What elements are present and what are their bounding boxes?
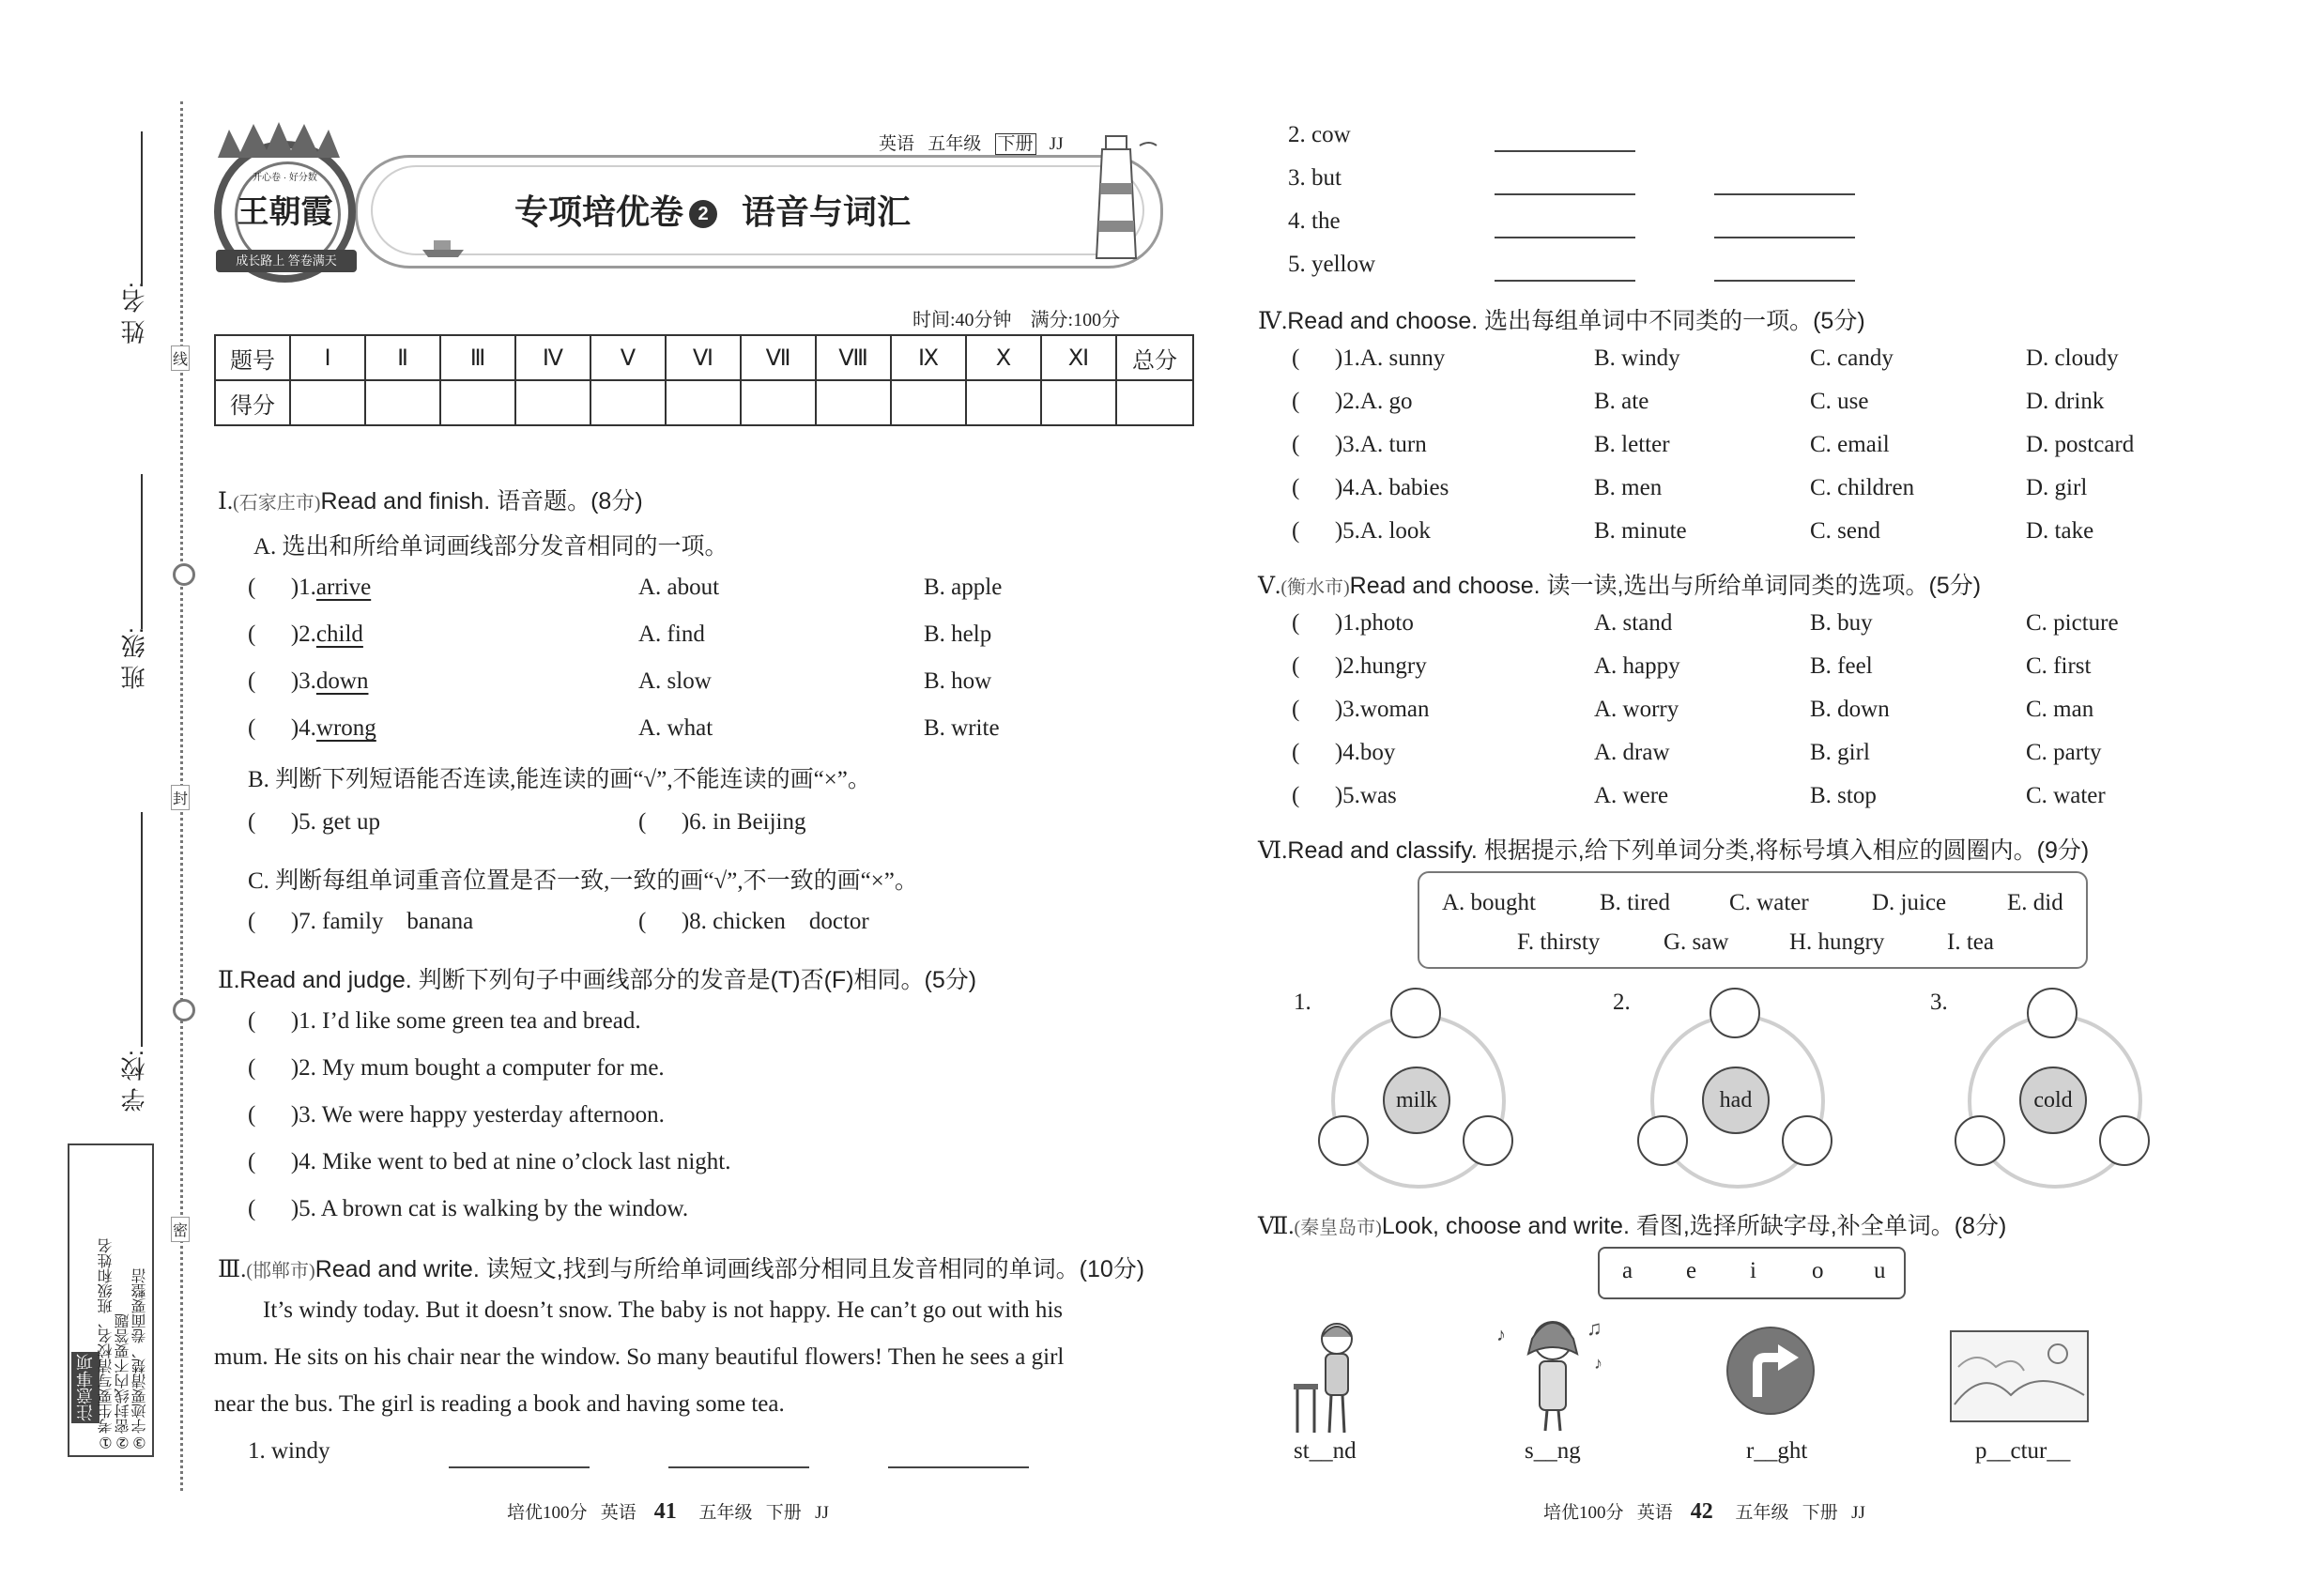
question-word: was bbox=[1359, 783, 1397, 808]
choose-item bbox=[1292, 653, 1427, 680]
score-cell[interactable] bbox=[1116, 380, 1193, 425]
subject-line bbox=[879, 130, 1064, 155]
choose-item bbox=[1292, 697, 1430, 723]
answer-paren[interactable]: ( ) bbox=[248, 1149, 299, 1174]
question-number: 2. bbox=[299, 622, 316, 647]
write-item: 1. windy bbox=[248, 1438, 330, 1464]
choose-item bbox=[1292, 432, 1427, 458]
judge-item bbox=[248, 1196, 688, 1222]
score-cell[interactable] bbox=[440, 380, 515, 425]
group-center-word: cold bbox=[2019, 1067, 2087, 1134]
word-bank-item: B. tired bbox=[1600, 890, 1670, 915]
judge-item bbox=[248, 1008, 641, 1035]
option-c: C. first bbox=[2026, 653, 2092, 679]
section-number: Ⅲ. bbox=[218, 1257, 247, 1282]
judge-item bbox=[248, 1055, 665, 1082]
option-a: A. babies bbox=[1359, 475, 1449, 500]
svg-text:♪: ♪ bbox=[1594, 1354, 1602, 1373]
score-cell[interactable] bbox=[966, 380, 1041, 425]
question-number: 3. bbox=[1342, 432, 1360, 457]
answer-blank[interactable] bbox=[1714, 193, 1855, 195]
notice-item: ②密封线内不要答题 bbox=[115, 1313, 131, 1451]
question-number: 2. bbox=[1342, 389, 1360, 414]
section-number: Ⅴ. bbox=[1258, 574, 1281, 599]
footer-text: 五年级 bbox=[698, 1503, 753, 1523]
question-word: down bbox=[315, 668, 369, 694]
group-center-word: milk bbox=[1383, 1067, 1450, 1134]
judge-item bbox=[248, 1102, 665, 1128]
section-title: Read and write. 读短文,找到与所给单词画线部分相同且发音相同的单词。(10分) bbox=[314, 1256, 1145, 1282]
judge-sentence: 1. I’d like some green tea and bread. bbox=[299, 1008, 641, 1034]
answer-circle[interactable] bbox=[1390, 988, 1441, 1038]
word-bank-item: F. thirsty bbox=[1517, 929, 1601, 955]
option-c: C. send bbox=[1810, 518, 1880, 544]
answer-blank[interactable] bbox=[1495, 280, 1635, 282]
svg-text:♪: ♪ bbox=[1496, 1325, 1506, 1345]
choose-item bbox=[1292, 740, 1395, 766]
option-a: A. slow bbox=[638, 668, 712, 694]
letter-option: i bbox=[1750, 1258, 1756, 1283]
lighthouse-icon bbox=[1078, 127, 1162, 268]
group-number: 1. bbox=[1294, 990, 1311, 1015]
answer-paren[interactable]: ( ) bbox=[248, 715, 299, 741]
section-number: Ⅵ. bbox=[1258, 838, 1288, 864]
option-a: A. what bbox=[638, 715, 713, 741]
logo-small-text: 开心卷 · 好分数 bbox=[253, 173, 317, 183]
answer-circle[interactable] bbox=[1318, 1115, 1369, 1166]
option-a: A. draw bbox=[1594, 740, 1670, 765]
cut-char: 线 bbox=[171, 345, 190, 371]
section-4-heading bbox=[1258, 302, 1865, 336]
score-table-header-row bbox=[215, 335, 1193, 380]
write-item: 3. but bbox=[1288, 165, 1342, 191]
option-c: C. email bbox=[1810, 432, 1890, 457]
write-item: 5. yellow bbox=[1288, 252, 1376, 277]
page-title bbox=[514, 186, 911, 234]
option-c: C. use bbox=[1810, 389, 1869, 414]
question-7 bbox=[248, 909, 473, 935]
group-number: 2. bbox=[1613, 990, 1631, 1015]
logo-ribbon: 成长路上 答卷满天 bbox=[216, 250, 357, 272]
choose-item bbox=[1292, 345, 1445, 372]
fill-word[interactable]: p__ctur__ bbox=[1975, 1438, 2071, 1464]
answer-circle[interactable] bbox=[1955, 1115, 2005, 1166]
answer-paren[interactable]: ( ) bbox=[248, 575, 299, 600]
answer-paren[interactable]: ( ) bbox=[248, 1055, 299, 1081]
notice-title: 注意事项 bbox=[71, 1352, 100, 1423]
option-d: D. cloudy bbox=[2026, 345, 2119, 371]
question-5 bbox=[248, 809, 380, 836]
grade: 五年级 bbox=[928, 134, 982, 154]
header-cell: Ⅹ bbox=[966, 335, 1041, 380]
question-number: 4. bbox=[299, 715, 316, 741]
option-a: A. stand bbox=[1594, 610, 1673, 636]
option-c: C. water bbox=[2026, 783, 2106, 808]
answer-paren[interactable]: ( ) bbox=[1292, 518, 1343, 544]
question-number: 2. bbox=[1342, 653, 1360, 679]
score-cell[interactable] bbox=[290, 380, 365, 425]
option-b: B. buy bbox=[1810, 610, 1873, 636]
header-cell: Ⅸ bbox=[891, 335, 966, 380]
choose-item bbox=[1292, 389, 1412, 415]
girl-standing-icon bbox=[1288, 1318, 1372, 1440]
section-1-heading bbox=[218, 483, 643, 516]
answer-blank[interactable] bbox=[449, 1466, 590, 1468]
footer-left bbox=[507, 1498, 829, 1525]
word-bank-item: D. juice bbox=[1872, 890, 1947, 915]
school-label: 学 校: bbox=[120, 1050, 148, 1113]
exam-info bbox=[912, 304, 1120, 331]
answer-circle[interactable] bbox=[1637, 1115, 1688, 1166]
option-b: B. windy bbox=[1594, 345, 1680, 371]
answer-blank[interactable] bbox=[1714, 280, 1855, 282]
question-number: 4. bbox=[1342, 475, 1360, 500]
total-cell: 总分 bbox=[1116, 335, 1193, 380]
question-3 bbox=[248, 668, 368, 695]
footer-right bbox=[1543, 1498, 1865, 1525]
word-bank-item: I. tea bbox=[1947, 929, 1994, 955]
footer-text: 英语 bbox=[600, 1503, 636, 1523]
footer-text: JJ bbox=[815, 1503, 829, 1523]
option-d: D. girl bbox=[2026, 475, 2088, 500]
option-b: B. write bbox=[924, 715, 1000, 741]
row-label: 得分 bbox=[215, 380, 290, 425]
answer-circle[interactable] bbox=[2099, 1115, 2150, 1166]
section-title: Read and choose. 选出每组单词中不同类的一项。(5分) bbox=[1287, 308, 1865, 334]
answer-paren[interactable]: ( ) bbox=[1292, 740, 1343, 765]
row-label: 题号 bbox=[215, 335, 290, 380]
option-a: A. turn bbox=[1359, 432, 1427, 457]
option-b: B. apple bbox=[924, 575, 1003, 600]
girl-singing-icon bbox=[1493, 1312, 1615, 1435]
time-info: 时间:40分钟 bbox=[912, 310, 1012, 330]
region-tag: (衡水市) bbox=[1280, 577, 1350, 598]
ship-icon bbox=[421, 235, 468, 259]
letter-option: a bbox=[1622, 1258, 1633, 1283]
question-1 bbox=[248, 575, 371, 601]
region-tag: (秦皇岛市) bbox=[1294, 1218, 1382, 1238]
answer-blank[interactable] bbox=[1495, 150, 1635, 152]
footer-text: JJ bbox=[1851, 1503, 1865, 1523]
fill-word[interactable]: s__ng bbox=[1525, 1438, 1581, 1464]
binding-hole bbox=[173, 999, 195, 1021]
score-cell[interactable] bbox=[891, 380, 966, 425]
letter-option: o bbox=[1812, 1258, 1824, 1283]
fill-word[interactable]: r__ght bbox=[1746, 1438, 1808, 1464]
question-word: arrive bbox=[315, 575, 372, 600]
question-word: boy bbox=[1359, 740, 1396, 765]
cut-char: 封 bbox=[171, 785, 190, 810]
part-b-instruction: B. 判断下列短语能否连读,能连读的画“√”,不能连读的画“×”。 bbox=[248, 767, 871, 792]
crown-icon bbox=[208, 122, 349, 160]
question-word: wrong bbox=[315, 715, 376, 741]
page-number: 42 bbox=[1690, 1499, 1713, 1524]
notice-item: ③字迹要清楚、卷面要整洁 bbox=[132, 1268, 148, 1451]
question-number: 3. bbox=[299, 668, 316, 694]
page-number: 41 bbox=[653, 1499, 677, 1524]
option-b: B. how bbox=[924, 668, 992, 694]
answer-paren[interactable]: ( ) bbox=[1292, 697, 1343, 722]
score-cell[interactable] bbox=[1041, 380, 1116, 425]
answer-blank[interactable] bbox=[1495, 237, 1635, 238]
answer-paren[interactable]: ( ) bbox=[248, 1008, 299, 1034]
passage-line: It’s windy today. But it doesn’t snow. The baby is not happy. He can’t go out with his bbox=[263, 1297, 1064, 1323]
option-b: B. feel bbox=[1810, 653, 1873, 679]
title-prefix: 专项培优卷 bbox=[514, 192, 684, 231]
option-a: A. worry bbox=[1594, 697, 1679, 722]
option-a: A. find bbox=[638, 622, 705, 647]
section-number: Ⅳ. bbox=[1258, 309, 1288, 334]
option-a: A. happy bbox=[1594, 653, 1680, 679]
phrase: 5. get up bbox=[299, 809, 380, 835]
judge-item bbox=[248, 1149, 730, 1175]
region-tag: (邯郸市) bbox=[246, 1261, 315, 1281]
binding-hole bbox=[173, 563, 195, 586]
section-2-heading bbox=[218, 961, 976, 995]
score-info: 满分:100分 bbox=[1030, 310, 1121, 330]
option-a: A. sunny bbox=[1359, 345, 1446, 371]
option-c: C. children bbox=[1810, 475, 1915, 500]
turn-right-sign-icon bbox=[1724, 1324, 1817, 1418]
section-title: Look, choose and write. 看图,选择所缺字母,补全单词。(8分) bbox=[1381, 1213, 2007, 1239]
section-5-heading bbox=[1258, 567, 1981, 601]
group-number: 3. bbox=[1930, 990, 1948, 1015]
option-c: C. candy bbox=[1810, 345, 1894, 371]
footer-text: 培优100分 bbox=[507, 1503, 588, 1523]
option-b: B. minute bbox=[1594, 518, 1687, 544]
footer-text: 五年级 bbox=[1735, 1503, 1789, 1523]
fill-word[interactable]: st__nd bbox=[1294, 1438, 1357, 1464]
option-d: D. drink bbox=[2026, 389, 2105, 414]
region-tag: (石家庄市) bbox=[233, 493, 321, 514]
question-6 bbox=[638, 809, 805, 836]
name-label: 姓 名: bbox=[120, 282, 148, 345]
judge-sentence: 3. We were happy yesterday afternoon. bbox=[299, 1102, 665, 1128]
answer-circle[interactable] bbox=[2027, 988, 2078, 1038]
class-line[interactable] bbox=[141, 474, 143, 629]
header-cell: Ⅺ bbox=[1041, 335, 1116, 380]
answer-paren[interactable]: ( ) bbox=[248, 1102, 299, 1128]
footer-text: 下册 bbox=[765, 1503, 802, 1523]
landscape-picture-icon bbox=[1949, 1329, 2090, 1423]
answer-paren[interactable]: ( ) bbox=[248, 668, 299, 694]
section-number: Ⅶ. bbox=[1258, 1214, 1295, 1239]
notice-box bbox=[68, 1143, 154, 1457]
score-cell[interactable] bbox=[365, 380, 440, 425]
question-number: 5. bbox=[1342, 783, 1360, 808]
choose-item bbox=[1292, 610, 1414, 637]
phrase: 6. in Beijing bbox=[689, 809, 806, 835]
footer-text: 下册 bbox=[1802, 1503, 1838, 1523]
title-topic: 语音与词汇 bbox=[742, 192, 912, 231]
notice-item: ①考生要写清校名、班级和姓名 bbox=[99, 1238, 115, 1451]
option-b: B. girl bbox=[1810, 740, 1870, 765]
answer-paren[interactable]: ( ) bbox=[638, 909, 690, 934]
word-pair: 8. chicken doctor bbox=[689, 909, 869, 934]
score-cell[interactable] bbox=[741, 380, 816, 425]
header-cell: Ⅰ bbox=[290, 335, 365, 380]
answer-paren[interactable]: ( ) bbox=[248, 622, 299, 647]
option-b: B. help bbox=[924, 622, 992, 647]
answer-paren[interactable]: ( ) bbox=[248, 909, 299, 934]
option-b: B. down bbox=[1810, 697, 1890, 722]
question-number: 4. bbox=[1342, 740, 1360, 765]
section-7-heading bbox=[1258, 1207, 2006, 1241]
answer-circle[interactable] bbox=[1710, 988, 1760, 1038]
score-cell[interactable] bbox=[515, 380, 590, 425]
option-c: C. man bbox=[2026, 697, 2094, 722]
question-number: 1. bbox=[299, 575, 316, 600]
answer-circle[interactable] bbox=[1463, 1115, 1513, 1166]
judge-sentence: 4. Mike went to bed at nine o’clock last night. bbox=[299, 1149, 731, 1174]
question-word: photo bbox=[1359, 610, 1414, 636]
answer-blank[interactable] bbox=[1495, 193, 1635, 195]
question-number: 1. bbox=[1342, 610, 1360, 636]
score-table bbox=[214, 334, 1194, 426]
edition: JJ bbox=[1049, 134, 1064, 154]
option-b: B. stop bbox=[1810, 783, 1877, 808]
option-c: C. party bbox=[2026, 740, 2102, 765]
answer-paren[interactable]: ( ) bbox=[248, 809, 299, 835]
name-line[interactable] bbox=[141, 131, 143, 286]
score-table-score-row bbox=[215, 380, 1193, 425]
answer-blank[interactable] bbox=[1714, 237, 1855, 238]
question-2 bbox=[248, 622, 363, 648]
write-item: 2. cow bbox=[1288, 122, 1351, 147]
cut-char: 密 bbox=[171, 1217, 190, 1242]
answer-paren[interactable]: ( ) bbox=[1292, 345, 1343, 371]
class-label: 班 级: bbox=[120, 627, 148, 690]
part-a-instruction: A. 选出和所给单词画线部分发音相同的一项。 bbox=[253, 534, 728, 560]
subject: 英语 bbox=[879, 134, 915, 154]
question-word: hungry bbox=[1359, 653, 1427, 679]
score-cell[interactable] bbox=[590, 380, 666, 425]
question-number: 5. bbox=[1342, 518, 1360, 544]
question-4 bbox=[248, 715, 376, 742]
answer-paren[interactable]: ( ) bbox=[638, 809, 690, 835]
passage-line: mum. He sits on his chair near the window. So many beautiful flowers! Then he sees a girl bbox=[214, 1344, 1065, 1370]
question-number: 1. bbox=[1342, 345, 1360, 371]
option-a: A. about bbox=[638, 575, 720, 600]
group-center-word: had bbox=[1702, 1067, 1770, 1134]
answer-blank[interactable] bbox=[668, 1466, 809, 1468]
option-a: A. were bbox=[1594, 783, 1669, 808]
judge-sentence: 2. My mum bought a computer for me. bbox=[299, 1055, 665, 1081]
question-number: 3. bbox=[1342, 697, 1360, 722]
letter-option: e bbox=[1686, 1258, 1697, 1283]
answer-paren[interactable]: ( ) bbox=[1292, 783, 1343, 808]
option-a: A. go bbox=[1359, 389, 1413, 414]
passage-line: near the bus. The girl is reading a book and having some tea. bbox=[214, 1391, 785, 1417]
option-b: B. letter bbox=[1594, 432, 1670, 457]
question-8 bbox=[638, 909, 869, 935]
section-number: Ⅰ. bbox=[218, 489, 234, 514]
word-bank-item: A. bought bbox=[1442, 890, 1536, 915]
question-word: woman bbox=[1359, 697, 1430, 722]
header-cell: Ⅴ bbox=[590, 335, 666, 380]
word-bank-item: H. hungry bbox=[1789, 929, 1885, 955]
option-d: D. take bbox=[2026, 518, 2094, 544]
answer-paren[interactable]: ( ) bbox=[1292, 610, 1343, 636]
volume: 下册 bbox=[995, 133, 1036, 155]
header-cell: Ⅶ bbox=[741, 335, 816, 380]
answer-paren[interactable]: ( ) bbox=[1292, 389, 1343, 414]
answer-blank[interactable] bbox=[888, 1466, 1029, 1468]
answer-paren[interactable]: ( ) bbox=[248, 1196, 299, 1221]
choose-item bbox=[1292, 783, 1397, 809]
score-cell[interactable] bbox=[816, 380, 891, 425]
score-cell[interactable] bbox=[666, 380, 741, 425]
section-title: Read and finish. 语音题。(8分) bbox=[320, 488, 643, 514]
option-b: B. men bbox=[1594, 475, 1663, 500]
write-item: 4. the bbox=[1288, 208, 1341, 234]
header-cell: Ⅳ bbox=[515, 335, 590, 380]
letter-option: u bbox=[1874, 1258, 1886, 1283]
footer-text: 培优100分 bbox=[1543, 1503, 1624, 1523]
option-d: D. postcard bbox=[2026, 432, 2135, 457]
header-cell: Ⅱ bbox=[365, 335, 440, 380]
option-b: B. ate bbox=[1594, 389, 1649, 414]
answer-paren[interactable]: ( ) bbox=[1292, 653, 1343, 679]
choose-item bbox=[1292, 475, 1449, 501]
svg-text:♫: ♫ bbox=[1587, 1316, 1602, 1340]
answer-paren[interactable]: ( ) bbox=[1292, 475, 1343, 500]
brand-logo bbox=[214, 141, 356, 283]
choose-item bbox=[1292, 518, 1431, 545]
answer-circle[interactable] bbox=[1782, 1115, 1832, 1166]
option-a: A. look bbox=[1359, 518, 1431, 544]
judge-sentence: 5. A brown cat is walking by the window. bbox=[299, 1196, 689, 1221]
footer-text: 英语 bbox=[1636, 1503, 1673, 1523]
section-6-heading bbox=[1258, 832, 2089, 866]
header-cell: Ⅷ bbox=[816, 335, 891, 380]
word-bank-item: E. did bbox=[2007, 890, 2063, 915]
section-title: Read and choose. 读一读,选出与所给单词同类的选项。(5分) bbox=[1349, 573, 1982, 599]
option-c: C. picture bbox=[2026, 610, 2119, 636]
logo-text: 王朝霞 bbox=[237, 195, 333, 230]
word-bank-item: G. saw bbox=[1664, 929, 1729, 955]
answer-paren[interactable]: ( ) bbox=[1292, 432, 1343, 457]
section-number: Ⅱ. bbox=[218, 968, 240, 993]
section-title: Read and classify. 根据提示,给下列单词分类,将标号填入相应的圆圈内。(9分) bbox=[1287, 837, 2090, 864]
part-c-instruction: C. 判断每组单词重音位置是否一致,一致的画“√”,不一致的画“×”。 bbox=[248, 868, 918, 894]
header-cell: Ⅲ bbox=[440, 335, 515, 380]
header-cell: Ⅵ bbox=[666, 335, 741, 380]
section-title: Read and judge. 判断下列句子中画线部分的发音是(T)否(F)相同。(5分) bbox=[239, 967, 977, 993]
section-3-heading bbox=[218, 1251, 1144, 1284]
word-pair: 7. family banana bbox=[299, 909, 474, 934]
question-word: child bbox=[315, 622, 363, 647]
title-number-badge: 2 bbox=[689, 200, 717, 228]
word-bank-item: C. water bbox=[1729, 890, 1809, 915]
school-line[interactable] bbox=[141, 812, 143, 1047]
